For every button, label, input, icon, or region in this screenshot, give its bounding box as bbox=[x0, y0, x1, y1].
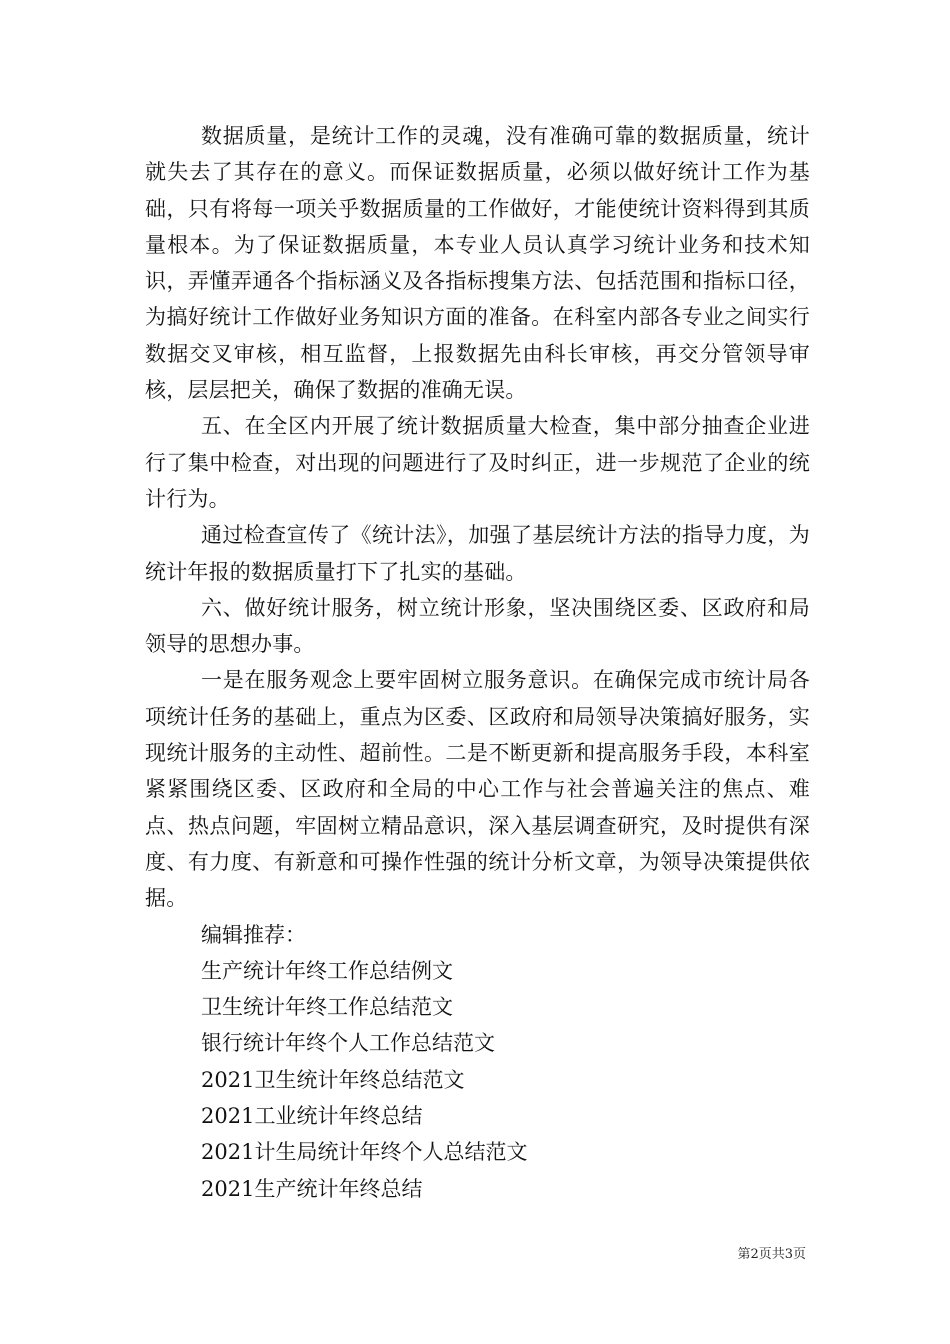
paragraph-service: 一是在服务观念上要牢固树立服务意识。在确保完成市统计局各项统计任务的基础上，重点为区委、区政府和局领导决策搞好服务，实现统计服务的主动性、超前性。二是不断更新和提高服务手段，本科室紧紧围绕区委、区政府和全局的中心工作与社会普遍关注的焦点、难点、热点问题，牢固树立精品意识，深入基层调查研究，及时提供有深度、有力度、有新意和可操作性强的统计分析文章，为领导决策提供依据。 bbox=[145, 668, 810, 911]
recommend-list bbox=[145, 953, 810, 1207]
paragraph-section-five: 五、在全区内开展了统计数据质量大检查，集中部分抽查企业进行了集中检查，对出现的问题进行了及时纠正，进一步规范了企业的统计行为。 bbox=[145, 414, 810, 511]
recommend-item[interactable]: 银行统计年终个人工作总结范文 bbox=[201, 1031, 495, 1056]
recommend-item[interactable]: 2021工业统计年终总结 bbox=[201, 1104, 423, 1129]
paragraph-data-quality: 数据质量，是统计工作的灵魂，没有准确可靠的数据质量，统计就失去了其存在的意义。而保证数据质量，必须以做好统计工作为基础，只有将每一项关乎数据质量的工作做好，才能使统计资料得到其质量根本。为了保证数据质量，本专业人员认真学习统计业务和技术知识，弄懂弄通各个指标涵义及各指标搜集方法、包括范围和指标口径，为搞好统计工作做好业务知识方面的准备。在科室内部各专业之间实行数据交叉审核，相互监督，上报数据先由科长审核，再交分管领导审核，层层把关，确保了数据的准确无误。 bbox=[145, 124, 810, 403]
paragraph-section-six: 六、做好统计服务，树立统计形象，坚决围绕区委、区政府和局领导的思想办事。 bbox=[145, 595, 810, 657]
page-number: 第2页共3页 bbox=[737, 1247, 806, 1262]
recommend-item[interactable]: 2021计生局统计年终个人总结范文 bbox=[201, 1140, 528, 1165]
recommend-item[interactable]: 生产统计年终工作总结例文 bbox=[201, 958, 453, 983]
paragraph-statistics-law: 通过检查宣传了《统计法》，加强了基层统计方法的指导力度，为统计年报的数据质量打下了扎实的基础。 bbox=[145, 523, 810, 584]
document-body bbox=[145, 118, 810, 1207]
recommend-item[interactable]: 卫生统计年终工作总结范文 bbox=[201, 995, 453, 1020]
recommend-item[interactable]: 2021生产统计年终总结 bbox=[201, 1176, 423, 1201]
recommend-title: 编辑推荐： bbox=[201, 922, 306, 947]
recommend-item[interactable]: 2021卫生统计年终总结范文 bbox=[201, 1067, 465, 1092]
